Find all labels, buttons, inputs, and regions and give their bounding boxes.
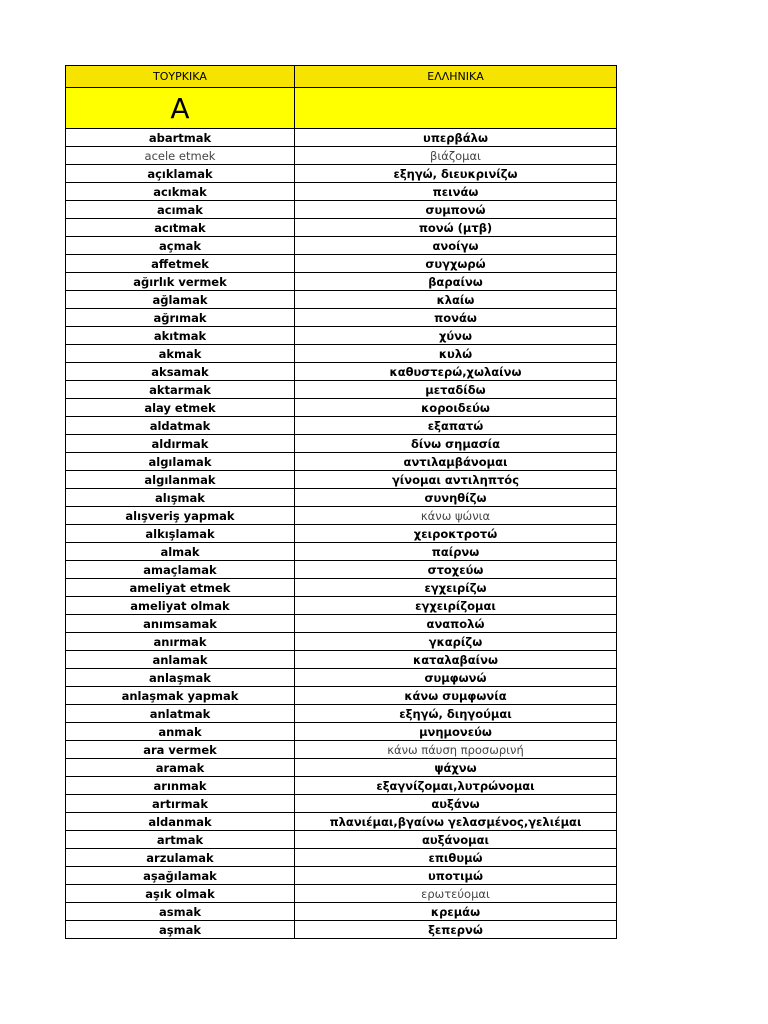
header-turkish: ΤΟΥΡΚΙΚΑ bbox=[66, 66, 295, 88]
greek-translation: βαραίνω bbox=[295, 273, 617, 291]
turkish-word: almak bbox=[66, 543, 295, 561]
greek-translation: αντιλαμβάνομαι bbox=[295, 453, 617, 471]
table-row bbox=[66, 849, 617, 867]
greek-translation: αναπολώ bbox=[295, 615, 617, 633]
turkish-word: arınmak bbox=[66, 777, 295, 795]
greek-translation: εξηγώ, διευκρινίζω bbox=[295, 165, 617, 183]
greek-translation: κάνω ψώνια bbox=[295, 507, 617, 525]
greek-translation: συνηθίζω bbox=[295, 489, 617, 507]
greek-translation: πεινάω bbox=[295, 183, 617, 201]
table-row bbox=[66, 219, 617, 237]
greek-translation: εγχειρίζω bbox=[295, 579, 617, 597]
greek-translation: συμπονώ bbox=[295, 201, 617, 219]
table-row bbox=[66, 165, 617, 183]
table-row bbox=[66, 921, 617, 939]
greek-translation: συγχωρώ bbox=[295, 255, 617, 273]
turkish-word: akmak bbox=[66, 345, 295, 363]
table-row bbox=[66, 885, 617, 903]
table-row bbox=[66, 489, 617, 507]
greek-translation: πλανιέμαι,βγαίνω γελασμένος,γελιέμαι bbox=[295, 813, 617, 831]
greek-translation: κάνω συμφωνία bbox=[295, 687, 617, 705]
greek-translation: γκαρίζω bbox=[295, 633, 617, 651]
greek-translation: κοροιδεύω bbox=[295, 399, 617, 417]
greek-translation: ανοίγω bbox=[295, 237, 617, 255]
greek-translation: πονώ (μτβ) bbox=[295, 219, 617, 237]
table-row bbox=[66, 669, 617, 687]
table-row bbox=[66, 543, 617, 561]
table-row bbox=[66, 273, 617, 291]
turkish-word: aşmak bbox=[66, 921, 295, 939]
turkish-word: algılanmak bbox=[66, 471, 295, 489]
greek-translation: καταλαβαίνω bbox=[295, 651, 617, 669]
greek-translation: ψάχνω bbox=[295, 759, 617, 777]
turkish-word: abartmak bbox=[66, 129, 295, 147]
turkish-word: arzulamak bbox=[66, 849, 295, 867]
greek-translation: δίνω σημασία bbox=[295, 435, 617, 453]
turkish-word: anmak bbox=[66, 723, 295, 741]
table-row bbox=[66, 147, 617, 165]
greek-translation: κυλώ bbox=[295, 345, 617, 363]
turkish-word: acıtmak bbox=[66, 219, 295, 237]
header-row bbox=[66, 66, 617, 88]
turkish-word: anlamak bbox=[66, 651, 295, 669]
table-row bbox=[66, 381, 617, 399]
turkish-word: açıklamak bbox=[66, 165, 295, 183]
turkish-word: ağlamak bbox=[66, 291, 295, 309]
turkish-word: aksamak bbox=[66, 363, 295, 381]
greek-translation: μνημονεύω bbox=[295, 723, 617, 741]
turkish-word: anlaşmak yapmak bbox=[66, 687, 295, 705]
turkish-word: aktarmak bbox=[66, 381, 295, 399]
greek-translation: κρεμάω bbox=[295, 903, 617, 921]
turkish-word: aşık olmak bbox=[66, 885, 295, 903]
greek-translation: επιθυμώ bbox=[295, 849, 617, 867]
header-greek: ΕΛΛΗΝΙΚΑ bbox=[295, 66, 617, 88]
turkish-word: alay etmek bbox=[66, 399, 295, 417]
table-row bbox=[66, 705, 617, 723]
table-row bbox=[66, 471, 617, 489]
table-row bbox=[66, 723, 617, 741]
table-row bbox=[66, 291, 617, 309]
table-row bbox=[66, 327, 617, 345]
table-row bbox=[66, 597, 617, 615]
greek-translation: ξεπερνώ bbox=[295, 921, 617, 939]
section-letter-row bbox=[66, 88, 617, 129]
table-row bbox=[66, 813, 617, 831]
greek-translation: γίνομαι αντιληπτός bbox=[295, 471, 617, 489]
greek-translation: ερωτεύομαι bbox=[295, 885, 617, 903]
greek-translation: χύνω bbox=[295, 327, 617, 345]
vocabulary-table bbox=[65, 65, 617, 939]
table-row bbox=[66, 237, 617, 255]
table-row bbox=[66, 561, 617, 579]
table-row bbox=[66, 345, 617, 363]
turkish-word: artırmak bbox=[66, 795, 295, 813]
turkish-word: aldatmak bbox=[66, 417, 295, 435]
greek-translation: εγχειρίζομαι bbox=[295, 597, 617, 615]
turkish-word: acıkmak bbox=[66, 183, 295, 201]
greek-translation: κλαίω bbox=[295, 291, 617, 309]
turkish-word: ara vermek bbox=[66, 741, 295, 759]
greek-translation: εξαπατώ bbox=[295, 417, 617, 435]
turkish-word: aldırmak bbox=[66, 435, 295, 453]
turkish-word: ağırlık vermek bbox=[66, 273, 295, 291]
turkish-word: ağrımak bbox=[66, 309, 295, 327]
greek-translation: χειροκτροτώ bbox=[295, 525, 617, 543]
table-row bbox=[66, 435, 617, 453]
table-row bbox=[66, 525, 617, 543]
turkish-word: artmak bbox=[66, 831, 295, 849]
greek-translation: πονάω bbox=[295, 309, 617, 327]
turkish-word: alışveriş yapmak bbox=[66, 507, 295, 525]
table-row bbox=[66, 399, 617, 417]
table-row bbox=[66, 759, 617, 777]
table-row bbox=[66, 651, 617, 669]
greek-translation: παίρνω bbox=[295, 543, 617, 561]
turkish-word: ameliyat olmak bbox=[66, 597, 295, 615]
turkish-word: anlaşmak bbox=[66, 669, 295, 687]
table-row bbox=[66, 417, 617, 435]
table-row bbox=[66, 363, 617, 381]
table-row bbox=[66, 633, 617, 651]
table-row bbox=[66, 183, 617, 201]
turkish-word: ameliyat etmek bbox=[66, 579, 295, 597]
turkish-word: açmak bbox=[66, 237, 295, 255]
turkish-word: acele etmek bbox=[66, 147, 295, 165]
turkish-word: akıtmak bbox=[66, 327, 295, 345]
turkish-word: aramak bbox=[66, 759, 295, 777]
table-row bbox=[66, 795, 617, 813]
greek-translation: εξηγώ, διηγούμαι bbox=[295, 705, 617, 723]
turkish-word: anlatmak bbox=[66, 705, 295, 723]
table-row bbox=[66, 615, 617, 633]
turkish-word: alışmak bbox=[66, 489, 295, 507]
table-row bbox=[66, 777, 617, 795]
section-letter: A bbox=[66, 88, 295, 129]
table-row bbox=[66, 453, 617, 471]
table-row bbox=[66, 579, 617, 597]
table-body bbox=[66, 66, 617, 939]
turkish-word: amaçlamak bbox=[66, 561, 295, 579]
table-row bbox=[66, 507, 617, 525]
turkish-word: algılamak bbox=[66, 453, 295, 471]
turkish-word: affetmek bbox=[66, 255, 295, 273]
greek-translation: υπερβάλω bbox=[295, 129, 617, 147]
table-row bbox=[66, 129, 617, 147]
table-row bbox=[66, 255, 617, 273]
table-row bbox=[66, 201, 617, 219]
turkish-word: alkışlamak bbox=[66, 525, 295, 543]
table-row bbox=[66, 831, 617, 849]
turkish-word: asmak bbox=[66, 903, 295, 921]
greek-translation: υποτιμώ bbox=[295, 867, 617, 885]
turkish-word: acımak bbox=[66, 201, 295, 219]
turkish-word: aşağılamak bbox=[66, 867, 295, 885]
greek-translation: εξαγνίζομαι,λυτρώνομαι bbox=[295, 777, 617, 795]
table-row bbox=[66, 687, 617, 705]
greek-translation: καθυστερώ,χωλαίνω bbox=[295, 363, 617, 381]
greek-translation: συμφωνώ bbox=[295, 669, 617, 687]
turkish-word: anımsamak bbox=[66, 615, 295, 633]
section-letter-right bbox=[295, 88, 617, 129]
greek-translation: μεταδίδω bbox=[295, 381, 617, 399]
greek-translation: στοχεύω bbox=[295, 561, 617, 579]
turkish-word: aldanmak bbox=[66, 813, 295, 831]
table-row bbox=[66, 741, 617, 759]
greek-translation: αυξάνομαι bbox=[295, 831, 617, 849]
table-row bbox=[66, 867, 617, 885]
table-row bbox=[66, 309, 617, 327]
greek-translation: βιάζομαι bbox=[295, 147, 617, 165]
table-row bbox=[66, 903, 617, 921]
turkish-word: anırmak bbox=[66, 633, 295, 651]
greek-translation: αυξάνω bbox=[295, 795, 617, 813]
greek-translation: κάνω πάυση προσωρινή bbox=[295, 741, 617, 759]
